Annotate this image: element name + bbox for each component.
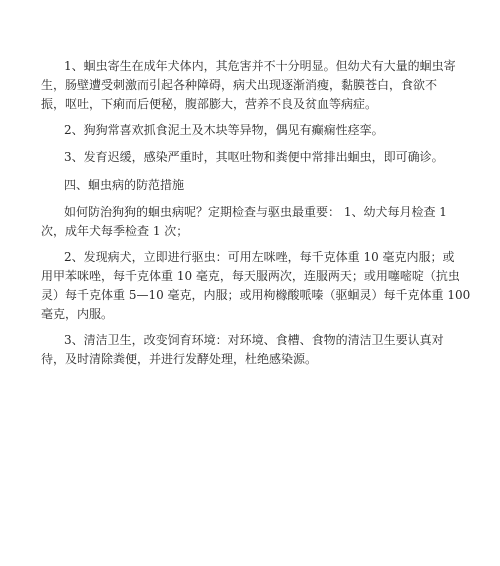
- paragraph-regular-checkup: [41, 203, 461, 241]
- paragraph-hygiene: [41, 331, 461, 369]
- paragraph-deworming: [41, 248, 471, 324]
- paragraph-roundworm-harm: [41, 57, 461, 114]
- text-line: 振，呕吐，下痢而后便秘，腹部膨大，营养不良及贫血等病症。: [41, 97, 378, 111]
- text-line: 毫克，内服。: [41, 307, 114, 321]
- text-line: 1、蛔虫寄生在成年犬体内，其危害并不十分明显。但幼犬有大量的蛔虫寄: [64, 59, 456, 73]
- text-line: 待，及时清除粪便，并进行发酵处理，杜绝感染源。: [41, 352, 318, 366]
- text-line: 用甲苯咪唑，每千克体重 10 毫克，每天服两次，连服两天；或用噻嘧啶（抗虫: [41, 269, 460, 283]
- text-line: 四、蛔虫病的防范措施: [64, 178, 185, 192]
- text-line: 2、狗狗常喜欢抓食泥土及木块等异物，偶见有癫痫性痉挛。: [64, 123, 384, 137]
- text-line: 3、发育迟缓，感染严重时，其呕吐物和粪便中常排出蛔虫，即可确诊。: [64, 150, 444, 164]
- text-line: 灵）每千克体重 5—10 毫克，内服；或用枸橼酸哌嗪（驱蛔灵）每千克体重 100: [41, 288, 471, 302]
- text-line: 次，成年犬每季检查 1 次；: [41, 224, 189, 238]
- text-line: 如何防治狗狗的蛔虫病呢？定期检查与驱虫最重要： 1、幼犬每月检查 1: [64, 205, 447, 219]
- paragraph-diagnosis: [41, 148, 461, 167]
- paragraph-eating-dirt: [41, 121, 461, 140]
- section-heading-prevention: [41, 176, 461, 195]
- text-line: 3、清洁卫生，改变饲育环境：对环境、食槽、食物的清洁卫生要认真对: [64, 333, 444, 347]
- text-line: 生，肠壁遭受刺激而引起各种障碍，病犬出现逐渐消瘦，黏膜苍白，食欲不: [41, 78, 438, 92]
- text-line: 2、发现病犬，立即进行驱虫：可用左咪唑，每千克体重 10 毫克内服；或: [64, 250, 455, 264]
